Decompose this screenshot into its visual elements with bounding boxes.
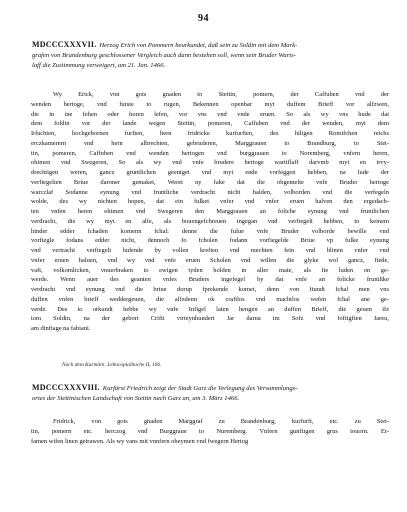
document-number: MDCCCXXXVIII. (32, 383, 100, 392)
text-line: tin, pomern etc. herczog vnd Burggraue to Nuremberg. Vnfern gunftigen grus touorn. Er- (31, 427, 389, 435)
text-line: verde. Des to orkundt hebbe wy vnfe Infigel laten hengen an duffen Brieff, die geuen ifz (31, 305, 389, 313)
summary-line: Herzog Erich von Pommern beurkundet, daß sein zu Soldin mit dem Mark- (99, 42, 298, 49)
text-line: duffen vnfen brieff weddergeuen, die alfzdenn ok craftlos vnd machtlos wefen fchal ane ge- (31, 295, 389, 303)
summary-line: Kurfürst Friedrich zeigt der Stadt Garz die Verlegung des Versammlungs- (102, 385, 298, 392)
text-line: am dinftage na fabiani. (31, 325, 91, 332)
summary-line: ortes der Stettinischen Landschaft von Stettin nach Garz an, am 3. März 1466. (32, 395, 240, 403)
text-line: werde. Wenn auer des geanten vnfes Bruders ingefegel by dat vnfe an folicke fruntlike (31, 276, 389, 284)
page-number: 94 (198, 13, 209, 24)
text-line: ohimen vnd Swegeren, So als wy vnd vnfe brudere hertoge warttflaff darvmb myt en trvy- (31, 159, 389, 167)
source-footnote: Nach dem Kurmärk. Lehncopialbuche II, 106. (62, 362, 162, 368)
document-body-1838 (31, 417, 389, 446)
text-line: verdracht vnd eynung vnd die briue dorup fprekende komet, denn von ftundt fchal men vns (31, 286, 389, 293)
text-line: vnfer eruen haluen, vnd wy vnd vnfe eruen Scholen vnd willen die glyke wol gancz, ftede, (31, 256, 389, 264)
summary-line: laff die Zustimmung verweigert, am 21. Jan. 1466. (32, 62, 166, 70)
summary-line: grafen von Brandenburg geschlossener Vergleich auch dann bestehen soll, wenn sein Bruder Warts- (32, 52, 296, 60)
text-line: die in ine fehen oder horen lefen, vor vns vnd vnde eruen. So als wy vns hude dat (31, 110, 389, 118)
text-line: ten vnfen heren ohimen vnd Swegeren den Marggrauen an foliche eynung vnd fruntlichen (31, 208, 389, 215)
document-heading-1837 (32, 40, 388, 72)
text-line: Irluchten, hochgebornen furften, hern fridricke kurfurften, des hiligen Romifchen reichs (31, 130, 389, 137)
text-line: vorfiegle fodans edder nicht, dennoch fo fcholen fodann vorfiegelde Briue vp fulke eynung (31, 237, 389, 245)
text-line: vnd vertracht verfiegelt ludende by vollen kreften vnd mechten fein vnd blinen vnfer vnd (31, 247, 389, 254)
text-line: vaft, volkomlicken, vnuerbraken to ewigen tyden holden in aller mate, als fie luden on ge- (31, 266, 389, 274)
text-line: dem foldin vor der lande wegen Stettin, pomeren, Caffuben vnd der wenden, myt dem (31, 120, 389, 128)
text-line: tom Soldin, na der gebort Crifti virteynhundert Jar darna im Sofz vnd foftigften Jareu, (31, 315, 389, 323)
text-line: Fridrick, von gots gnaden Marggraf zu Brandenburg, kurfurft, etc. zu Stet- (53, 418, 389, 425)
text-line: wolde, des wy nichten hopen, dat ein fulket vnfer vnd vnfer eruen halven den ergedach- (31, 198, 389, 206)
text-line: warczlaf Sodanne eynung vnd fruntliche verdracht nicht halden, volborden vnd die verfegeln (31, 188, 389, 196)
text-line: verdracht, die wy myt en alfe, als bouengefchreuen ingegan vnd verfiegelt hebben, to keinem (31, 217, 389, 225)
text-line: erczkamerern vnd hern albrechten, gebruderen, Marggrauen to Brandburg, to Stet- (31, 139, 389, 147)
text-line: famen wifen linen getrawen. Als wy vans mit vnnfern oheymen vnd fwegern Hertog (31, 437, 249, 445)
text-line: tin, pomeren, Caffuben vnd wenden hertogen vnd burggrauen to Noremberg, vnfern heren, (31, 149, 389, 157)
text-line: hinder edder fchaden komenn fchal: denne die fulue vnfe Bruder volborde bewille vnd (31, 227, 389, 235)
text-line: verfiegelten Briue daroner gemaket, Weret ny fake dat die obgemelte vnfe Bruder hertoge (31, 178, 389, 186)
document-body-1837 (31, 90, 389, 334)
document-heading-1838 (32, 383, 388, 404)
text-line: Wy Erick, von gots gnaden to Stettin, pomern, der Caffuben vnd der (53, 91, 389, 98)
text-line: wenden hertoge, vnd furste to rugen, Bekennen openbar myt duffem Brieff vor alfzwen, (31, 100, 389, 108)
document-number: MDCCCXXXVII. (32, 40, 97, 49)
text-line: drechtigen weren, gancz gruntlichen geeniget vnd myt ende vorfeggen hebben, na lude der (31, 169, 389, 176)
